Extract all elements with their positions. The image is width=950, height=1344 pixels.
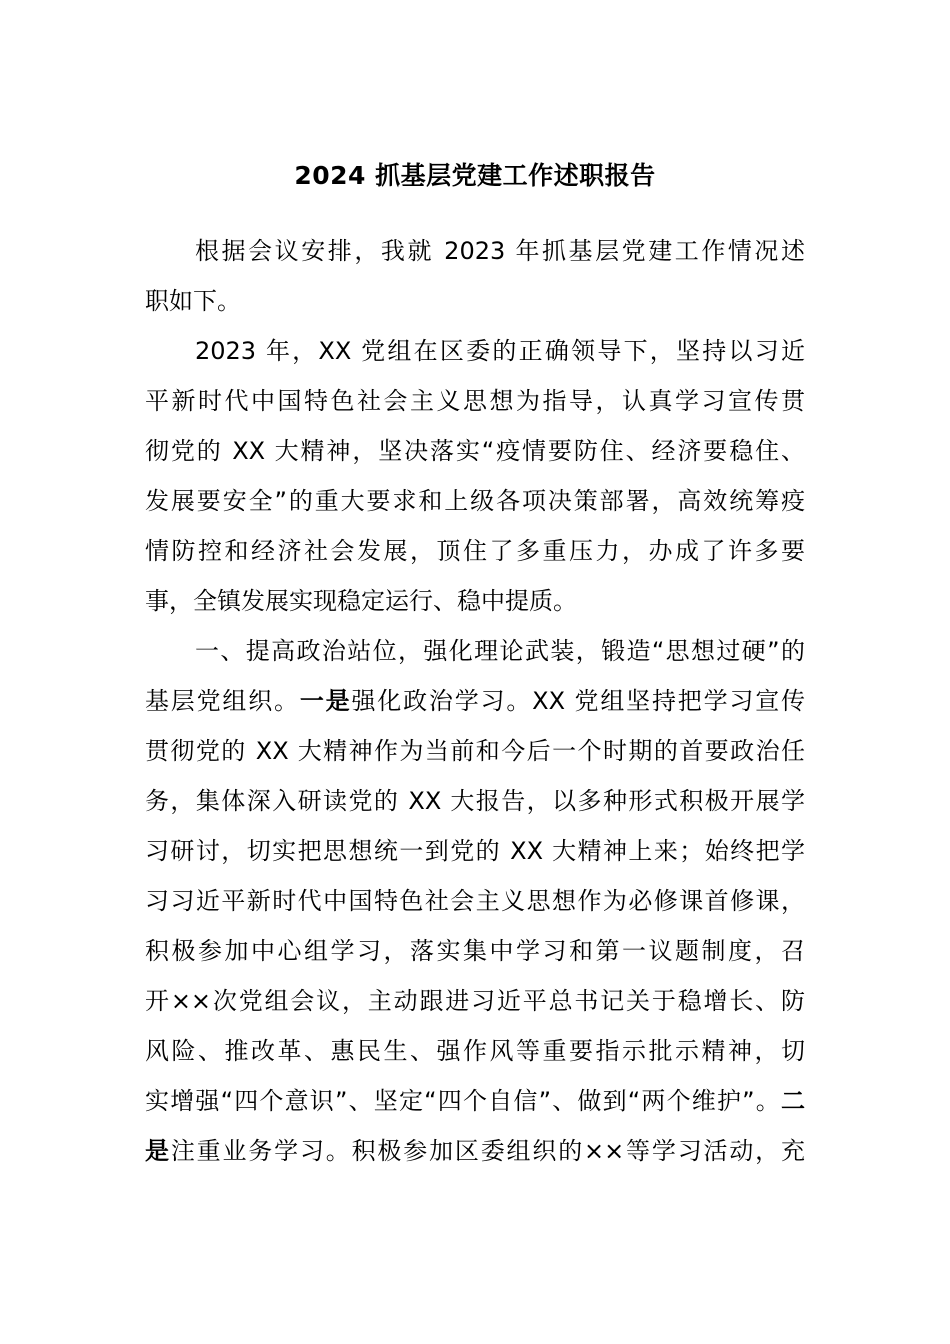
paragraph-3-line-8: 开××次党组会议，主动跟进习近平总书记关于稳增长、防 (145, 987, 805, 1015)
document-title: 2024 抓基层党建工作述职报告 (294, 161, 656, 190)
paragraph-3-line-5: 习研讨，切实把思想统一到党的 XX 大精神上来；始终把学 (145, 837, 805, 865)
paragraph-3-line-10 (145, 1076, 805, 1126)
paragraph-2-line-6: 事，全镇发展实现稳定运行、稳中提质。 (145, 587, 577, 615)
paragraph-2-line-3: 彻党的 XX 大精神，坚决落实“疫情要防住、经济要稳住、 (145, 437, 805, 465)
paragraph-3-line-1: 一、提高政治站位，强化理论武装，锻造“思想过硬”的 (195, 637, 805, 665)
paragraph-2-line-4: 发展要安全”的重大要求和上级各项决策部署，高效统筹疫 (145, 487, 805, 515)
paragraph-1-line-1: 根据会议安排，我就 2023 年抓基层党建工作情况述 (195, 237, 805, 265)
paragraph-1-line-2: 职如下。 (145, 287, 241, 315)
paragraph-3-line-2 (145, 676, 805, 726)
paragraph-3-line-10-start: 实增强“四个意识”、坚定“四个自信”、做到“两个维护”。 (145, 1087, 781, 1115)
paragraph-3-line-11-end: 注重业务学习。积极参加区委组织的××等学习活动，充 (170, 1137, 806, 1165)
paragraph-3-line-7: 积极参加中心组学习，落实集中学习和第一议题制度，召 (145, 937, 805, 965)
emphasis-er-shi-part-2: 是 (145, 1137, 171, 1165)
paragraph-3-line-2-start: 基层党组织。 (145, 687, 300, 715)
emphasis-yi-shi: 一是 (299, 687, 352, 715)
paragraph-3-line-3: 贯彻党的 XX 大精神作为当前和今后一个时期的首要政治任 (145, 737, 805, 765)
document-body (145, 226, 805, 1176)
paragraph-3-line-11 (145, 1126, 805, 1176)
paragraph-3-line-4: 务，集体深入研读党的 XX 大报告，以多种形式积极开展学 (145, 787, 805, 815)
paragraph-2-line-1: 2023 年，XX 党组在区委的正确领导下，坚持以习近 (195, 337, 805, 365)
paragraph-3-line-2-end: 强化政治学习。XX 党组坚持把学习宣传 (351, 687, 806, 715)
paragraph-3-line-9: 风险、推改革、惠民生、强作风等重要指示批示精神，切 (145, 1037, 805, 1065)
paragraph-2-line-5: 情防控和经济社会发展，顶住了多重压力，办成了许多要 (145, 537, 805, 565)
emphasis-er-shi-part-1: 二 (781, 1087, 805, 1115)
paragraph-3-line-6: 习习近平新时代中国特色社会主义思想作为必修课首修课， (145, 887, 805, 915)
paragraph-2-line-2: 平新时代中国特色社会主义思想为指导，认真学习宣传贯 (145, 387, 805, 415)
